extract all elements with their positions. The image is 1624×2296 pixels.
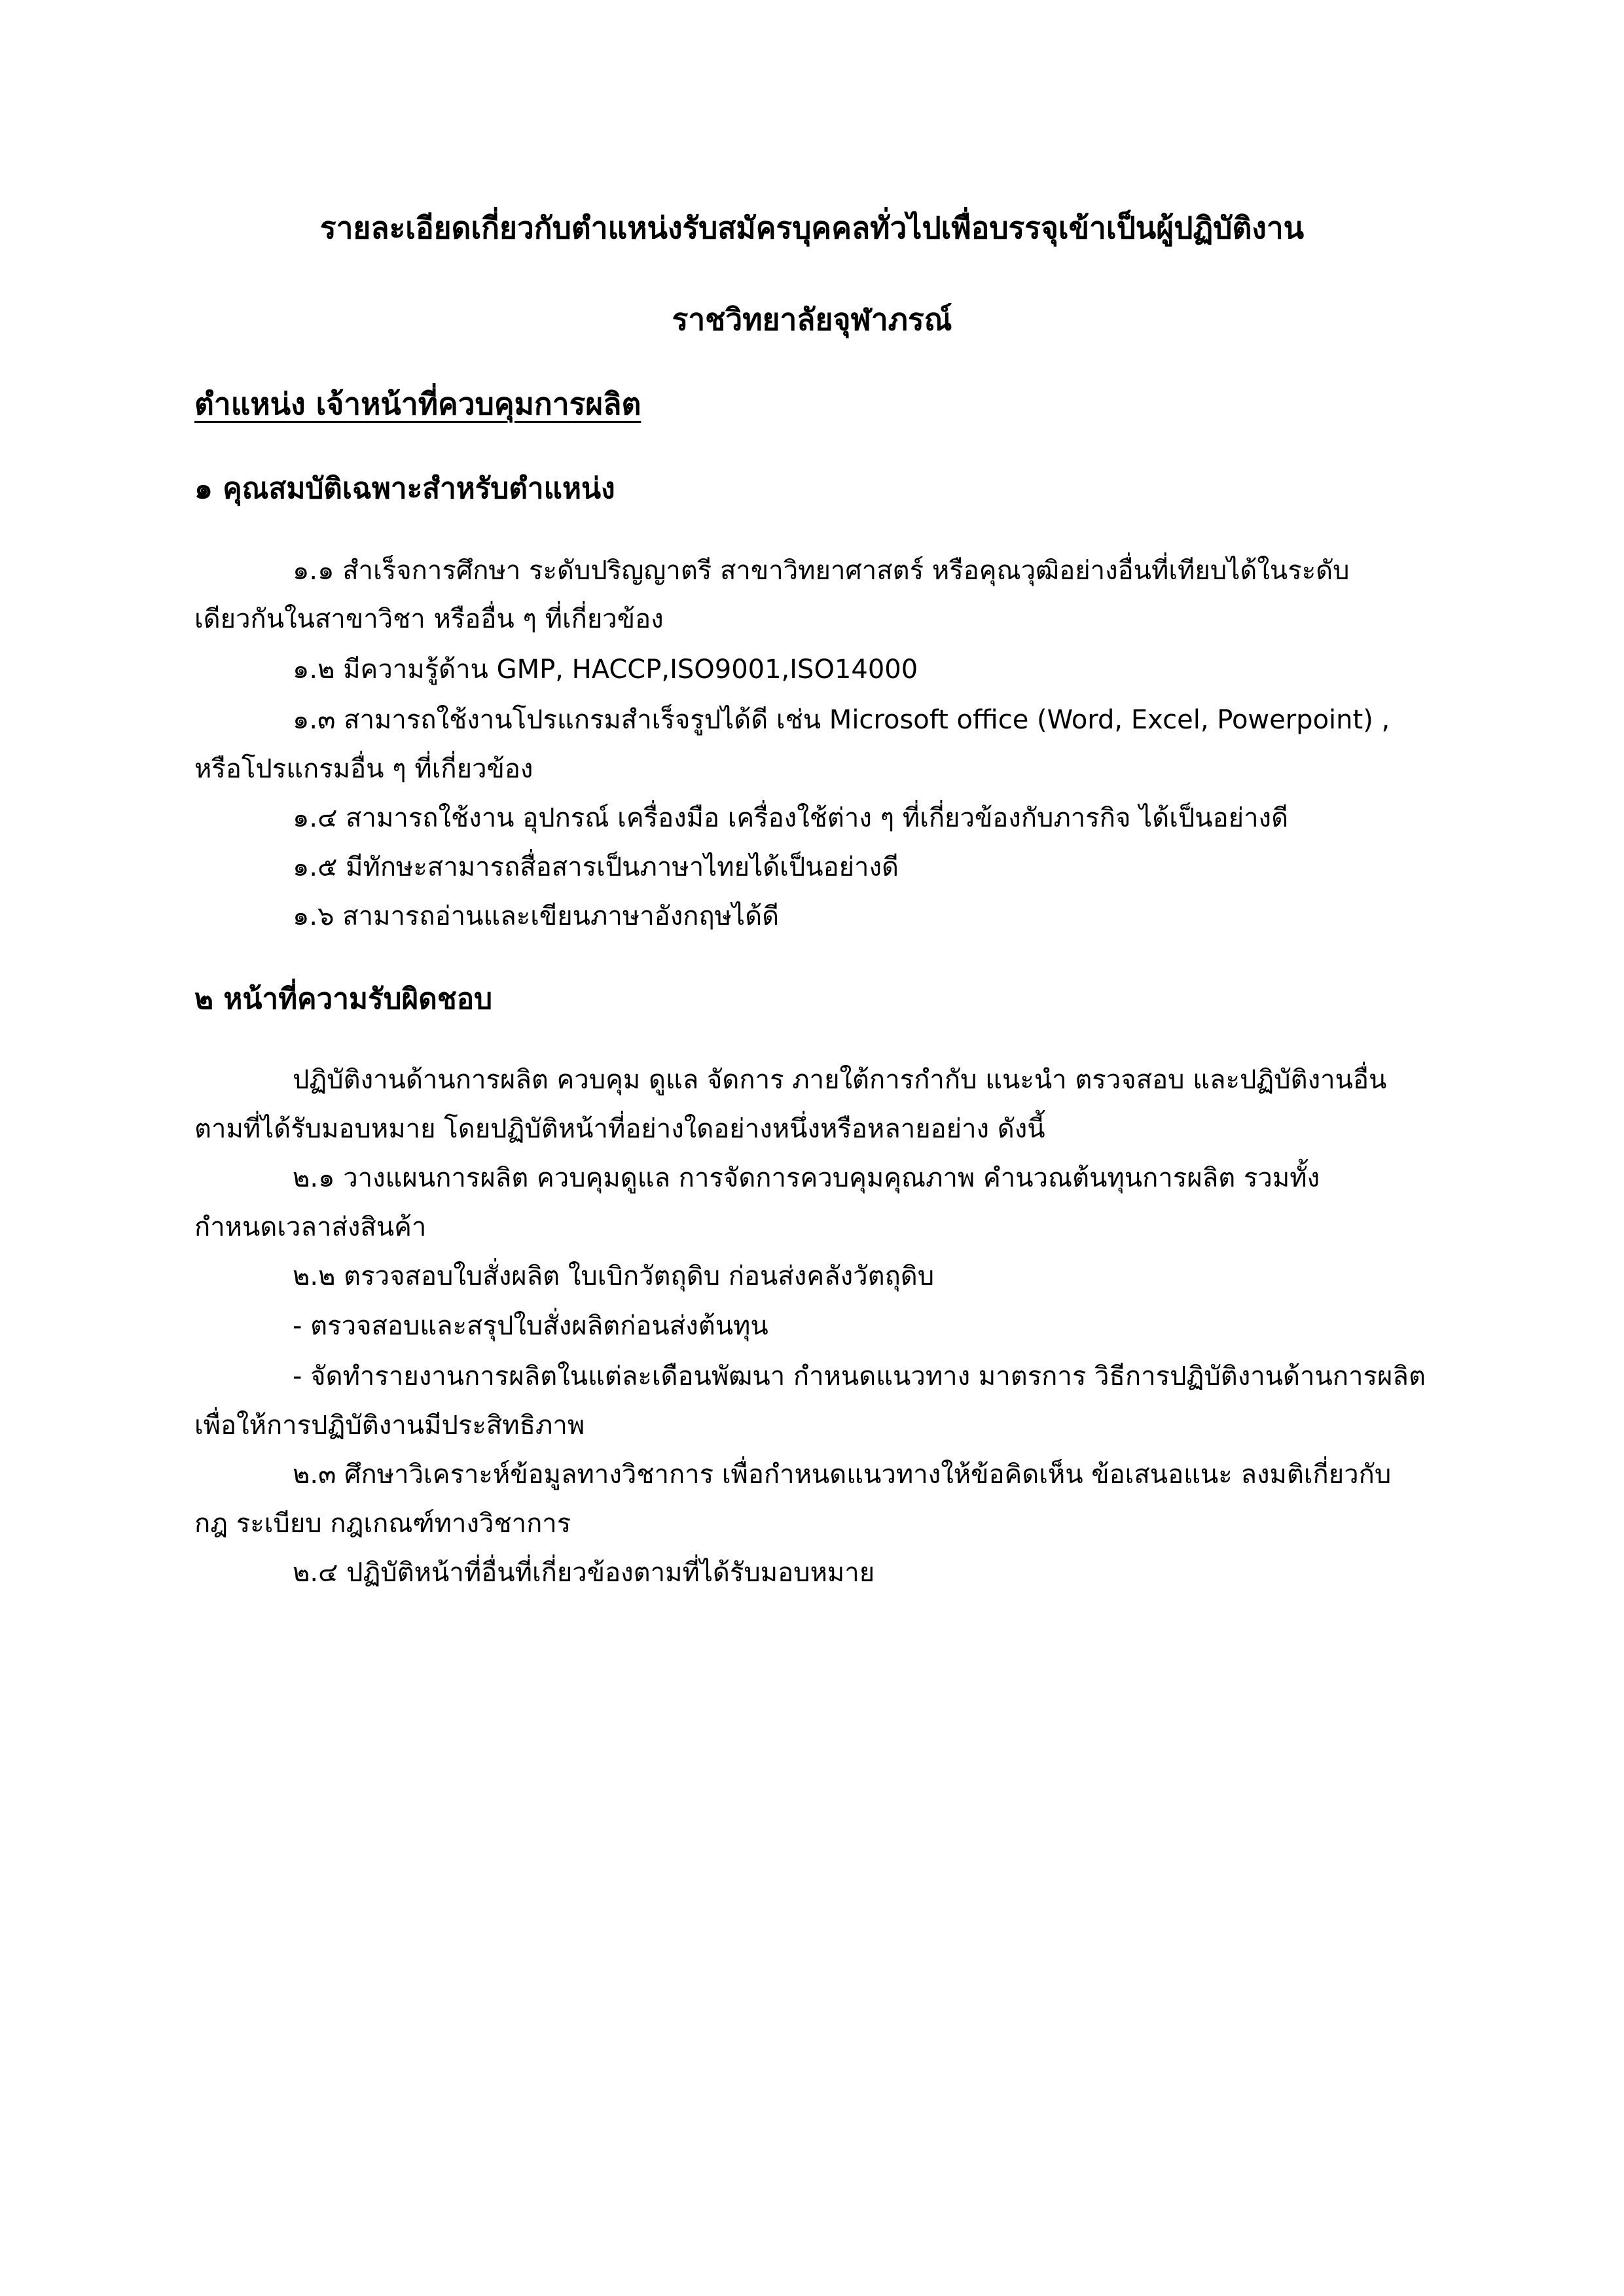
- duty-2-1: ๒.๑ วางแผนการผลิต ควบคุมดูแล การจัดการควบคุมคุณภาพ คำนวณต้นทุนการผลิต รวมทั้ง: [293, 1163, 1320, 1193]
- duty-2-3: ๒.๓ ศึกษาวิเคราะห์ข้อมูลทางวิชาการ เพื่อกำหนดแนวทางให้ข้อคิดเห็น ข้อเสนอแนะ ลงมติเกี่ยวกับ: [293, 1460, 1392, 1490]
- duty-2-2-sub-1: - ตรวจสอบและสรุปใบสั่งผลิตก่อนส่งต้นทุน: [293, 1311, 768, 1341]
- duty-intro: ปฏิบัติงานด้านการผลิต ควบคุม ดูแล จัดการ ภายใต้การกำกับ แนะนำ ตรวจสอบ และปฏิบัติงานอื่น: [293, 1065, 1387, 1095]
- qualification-1-3: ๑.๓ สามารถใช้งานโปรแกรมสำเร็จรูปได้ดี เช่น Microsoft office (Word, Excel, Powerpoint) ,: [293, 705, 1390, 735]
- duty-2-1-continued: กำหนดเวลาส่งสินค้า: [194, 1212, 427, 1242]
- duty-2-2-sub-2: - จัดทำรายงานการผลิตในแต่ละเดือนพัฒนา กำหนดแนวทาง มาตรการ วิธีการปฏิบัติงานด้านการผลิต: [293, 1361, 1426, 1391]
- qualification-1-1: ๑.๑ สำเร็จการศึกษา ระดับปริญญาตรี สาขาวิทยาศาสตร์ หรือคุณวุฒิอย่างอื่นที่เทียบได้ในระดับ: [293, 556, 1350, 586]
- section-1-heading: ๑ คุณสมบัติเฉพาะสำหรับตำแหน่ง: [194, 472, 615, 505]
- duty-intro-continued: ตามที่ได้รับมอบหมาย โดยปฏิบัติหน้าที่อย่างใดอย่างหนึ่งหรือหลายอย่าง ดังนี้: [194, 1114, 1045, 1144]
- qualification-1-1-continued: เดียวกันในสาขาวิชา หรืออื่น ๆ ที่เกี่ยวข้อง: [194, 604, 664, 634]
- qualification-1-5: ๑.๕ มีทักษะสามารถสื่อสารเป็นภาษาไทยได้เป็นอย่างดี: [293, 852, 899, 882]
- qualification-1-2: ๑.๒ มีความรู้ด้าน GMP, HACCP,ISO9001,ISO14000: [293, 655, 918, 685]
- document-title-line-2: ราชวิทยาลัยจุฬาภรณ์: [672, 302, 952, 337]
- duty-2-2: ๒.๒ ตรวจสอบใบสั่งผลิต ใบเบิกวัตถุดิบ ก่อนส่งคลังวัตถุดิบ: [293, 1261, 935, 1291]
- qualification-1-3-continued: หรือโปรแกรมอื่น ๆ ที่เกี่ยวข้อง: [194, 754, 533, 784]
- qualification-1-6: ๑.๖ สามารถอ่านและเขียนภาษาอังกฤษได้ดี: [293, 901, 780, 931]
- duty-2-4: ๒.๔ ปฏิบัติหน้าที่อื่นที่เกี่ยวข้องตามที่ได้รับมอบหมาย: [293, 1558, 875, 1588]
- duty-2-3-continued: กฎ ระเบียบ กฎเกณฑ์ทางวิชาการ: [194, 1509, 571, 1539]
- position-heading: ตำแหน่ง เจ้าหน้าที่ควบคุมการผลิต: [194, 386, 641, 422]
- qualification-1-4: ๑.๔ สามารถใช้งาน อุปกรณ์ เครื่องมือ เครื่องใช้ต่าง ๆ ที่เกี่ยวข้องกับภารกิจ ได้เป็นอย่างดี: [293, 803, 1289, 833]
- document-title-line-1: รายละเอียดเกี่ยวกับตำแหน่งรับสมัครบุคคลทั่วไปเพื่อบรรจุเข้าเป็นผู้ปฏิบัติงาน: [319, 210, 1305, 245]
- duty-2-2-sub-2-continued: เพื่อให้การปฏิบัติงานมีประสิทธิภาพ: [194, 1410, 585, 1441]
- section-2-heading: ๒ หน้าที่ความรับผิดชอบ: [194, 982, 493, 1016]
